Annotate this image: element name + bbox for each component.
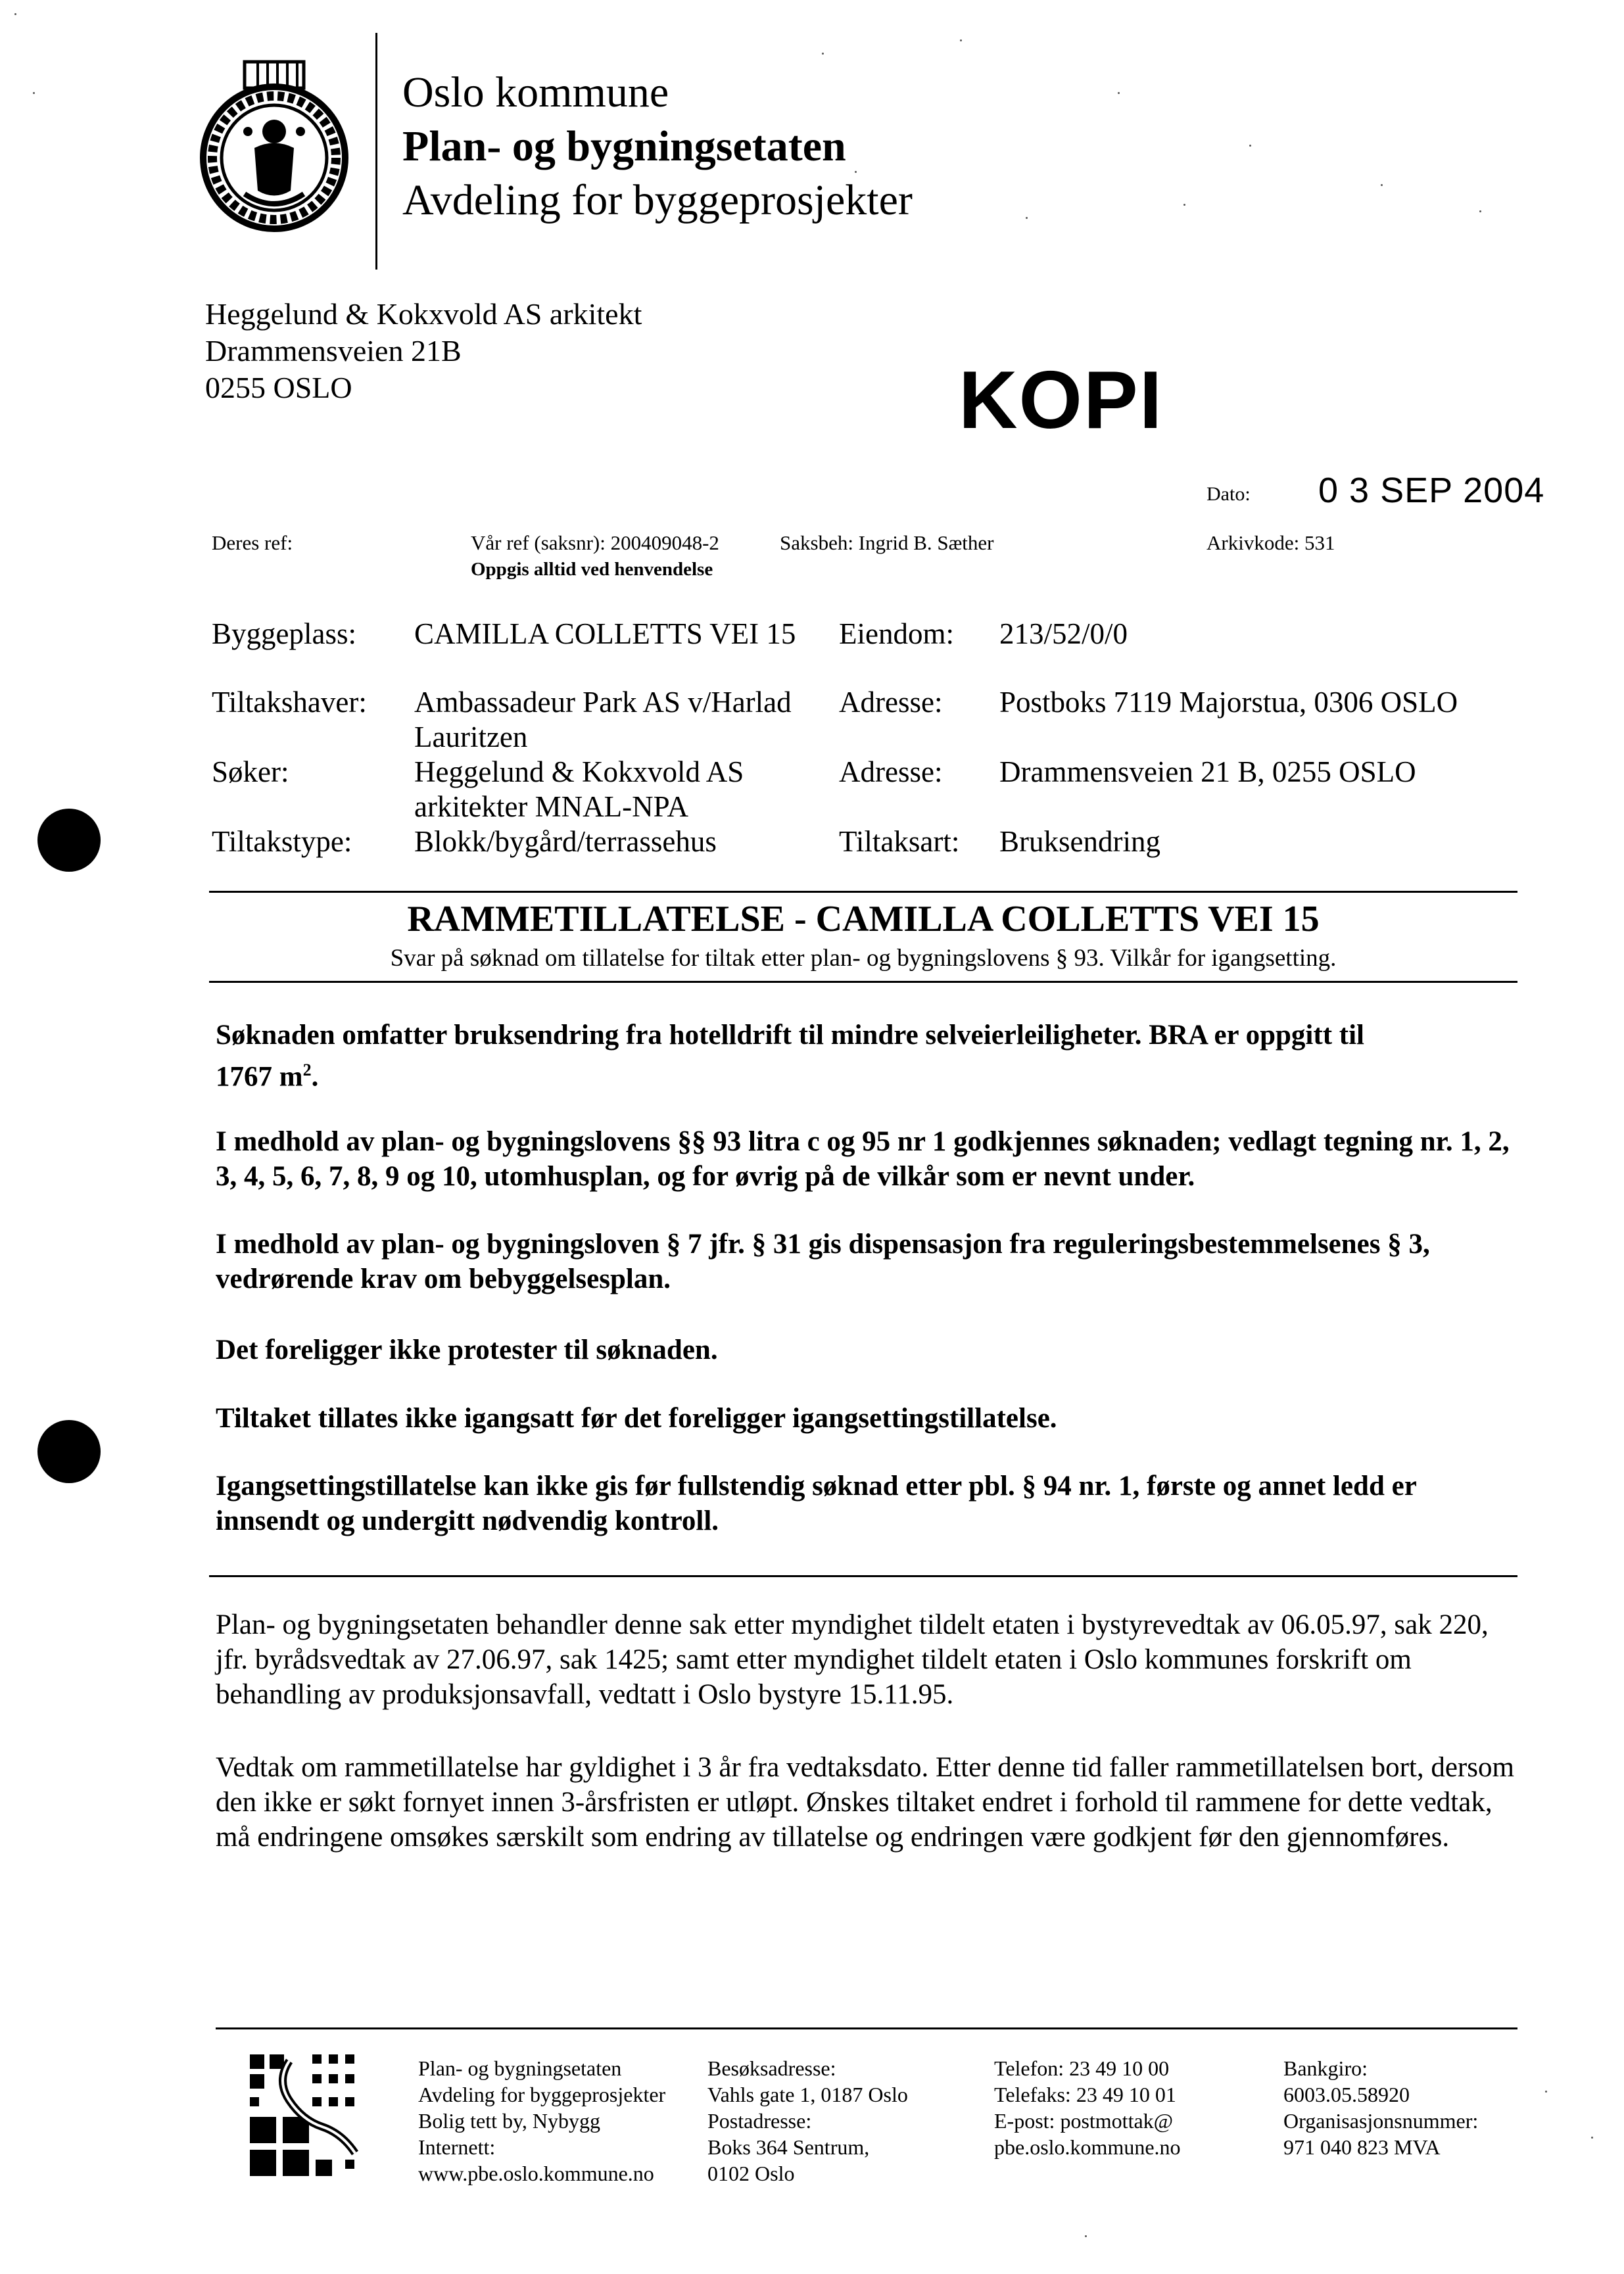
tiltakstype-label: Tiltakstype: [212,825,352,858]
eiendom-value: 213/52/0/0 [999,617,1128,650]
var-ref-note: Oppgis alltid ved henvendelse [471,559,713,580]
paragraph-protests: Det foreligger ikke protester til søknaden. [216,1335,718,1365]
footer-phone: Telefon: 23 49 10 00 [994,2056,1170,2080]
paragraph-authority: Plan- og bygningsetaten behandler denne sak etter myndighet tildelt etaten i bystyrevedtak av 06.05.97, sak 220, jfr. byrådsvedtak av 27.06.97, sak 1425; samt etter myndighet tildelt etaten i Oslo kommunes forskrift om behandling av produksjonsavfall, vedtatt i Oslo bystyre 15.11.95. [216,1609,1489,1710]
tiltakshaver-line1: Ambassadeur Park AS v/Harlad [414,686,792,719]
footer-email-label: E-post: postmottak@ [994,2109,1174,2133]
var-ref: Vår ref (saksnr): 200409048-2 [471,531,719,554]
paragraph-dispensation: I medhold av plan- og bygningsloven § 7 jfr. § 31 gis dispensasjon fra reguleringsbestemmelsenes § 3, vedrørende krav om bebyggelsesplan. [216,1229,1430,1294]
department-name: Avdeling for byggeprosjekter [402,176,913,224]
tiltakstype-value: Blokk/bygård/terrassehus [414,825,717,858]
scope-area-sup: 2 [302,1060,312,1079]
scope-end: . [311,1061,319,1093]
arkivkode: Arkivkode: 531 [1206,531,1335,554]
footer-orgnr-label: Organisasjonsnummer: [1283,2109,1479,2133]
footer-visit-label: Besøksadresse: [707,2056,836,2080]
footer-website: www.pbe.oslo.kommune.no [418,2162,654,2185]
tiltakshaver-line2: Lauritzen [414,721,528,753]
footer-internet-label: Internett: [418,2135,496,2159]
footer-postal-label: Postadresse: [707,2109,812,2133]
scope-area: 1767 m [216,1061,303,1093]
paragraph-approval: I medhold av plan- og bygningslovens §§ 93 litra c og 95 nr 1 godkjennes søknaden; vedlagt tegning nr. 1, 2, 3, 4, 5, 6, 7, 8, 9 og 10, utomhusplan, og for øvrig på de vilkår som er nevnt under. [216,1126,1510,1192]
date-stamp: 0 3 SEP 2004 [1318,471,1545,510]
scope-text: Søknaden omfatter bruksendring fra hotelldrift til mindre selveierleiligheter. BRA er oppgitt til [216,1020,1364,1051]
footer-orgnr: 971 040 823 MVA [1283,2135,1441,2159]
org-name: Oslo kommune [402,68,669,116]
adresse1-value: Postboks 7119 Majorstua, 0306 OSLO [999,686,1458,719]
kopi-stamp: KOPI [959,355,1164,446]
adresse2-label: Adresse: [839,755,943,788]
tiltaksart-value: Bruksendring [999,825,1160,858]
agency-name: Plan- og bygningsetaten [402,122,846,170]
footer-department: Avdeling for byggeprosjekter [418,2083,666,2106]
paragraph-start-permit: Tiltaket tillates ikke igangsatt før det foreligger igangsettingstillatelse. [216,1403,1057,1434]
byggeplass-value: CAMILLA COLLETTS VEI 15 [414,617,796,650]
footer-postal-box: Boks 364 Sentrum, [707,2135,870,2159]
date-label: Dato: [1206,483,1251,505]
adresse1-label: Adresse: [839,686,943,719]
footer-postal-code: 0102 Oslo [707,2162,795,2185]
tiltakshaver-label: Tiltakshaver: [212,686,367,719]
footer-unit: Bolig tett by, Nybygg [418,2109,601,2133]
saksbehandler: Saksbeh: Ingrid B. Sæther [780,531,994,554]
paragraph-validity: Vedtak om rammetillatelse har gyldighet i 3 år fra vedtaksdato. Etter denne tid faller rammetillatelsen bort, dersom den ikke er søkt fornyet innen 3-årsfristen er utløpt. Ønskes tiltaket endret i forhold til rammene for dette vedtak, må endringene omsøkes særskilt som endring av tillatelse og endringen være godkjent før den gjennomføres. [216,1752,1514,1853]
recipient-name: Heggelund & Kokxvold AS arkitekt [205,297,642,331]
deres-ref: Deres ref: [212,531,293,554]
tiltaksart-label: Tiltaksart: [839,825,960,858]
byggeplass-label: Byggeplass: [212,617,356,650]
document-subtitle: Svar på søknad om tillatelse for tiltak etter plan- og bygningslovens § 93. Vilkår for igangsetting. [390,945,1337,972]
paragraph-conditions: Igangsettingstillatelse kan ikke gis før fullstendig søknad etter pbl. § 94 nr. 1, første og annet ledd er innsendt og undergitt nødvendig kontroll. [216,1471,1417,1536]
footer-agency: Plan- og bygningsetaten [418,2056,622,2080]
soker-line1: Heggelund & Kokxvold AS [414,755,744,788]
footer-fax: Telefaks: 23 49 10 01 [994,2083,1176,2106]
footer-email-domain: pbe.oslo.kommune.no [994,2135,1181,2159]
eiendom-label: Eiendom: [839,617,954,650]
recipient-street: Drammensveien 21B [205,334,462,367]
document-title: RAMMETILLATELSE - CAMILLA COLLETTS VEI 15 [407,899,1320,939]
footer-visit-address: Vahls gate 1, 0187 Oslo [707,2083,908,2106]
soker-label: Søker: [212,755,289,788]
recipient-postal: 0255 OSLO [205,371,352,404]
footer-bankgiro: 6003.05.58920 [1283,2083,1410,2106]
footer-bankgiro-label: Bankgiro: [1283,2056,1368,2080]
soker-line2: arkitekter MNAL-NPA [414,790,689,823]
adresse2-value: Drammensveien 21 B, 0255 OSLO [999,755,1416,788]
